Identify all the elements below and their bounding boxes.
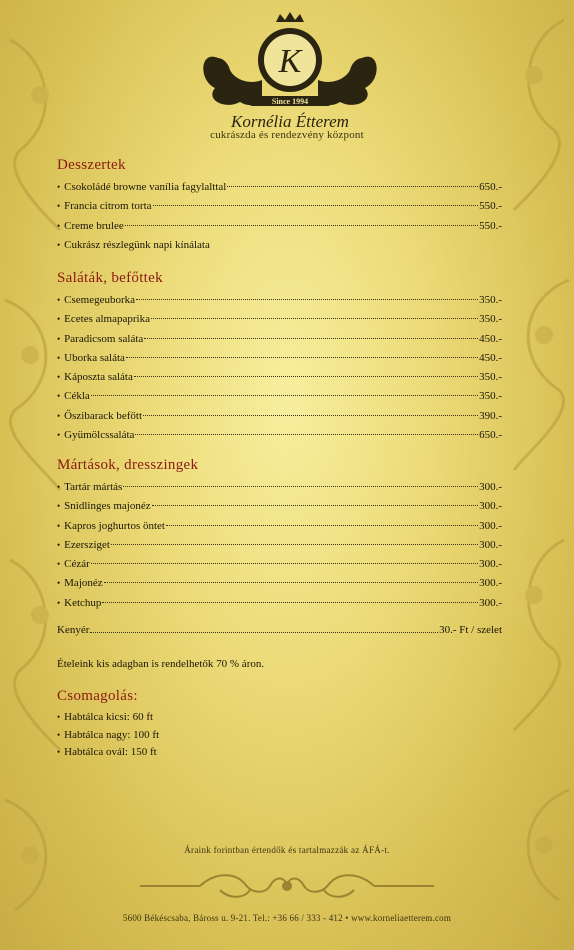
- right-ornament: [494, 0, 574, 950]
- menu-item: • Ecetes almapaprika 350.-: [57, 310, 502, 329]
- section-title: Saláták, befőttek: [57, 270, 163, 286]
- bread-name: Kenyér: [57, 624, 90, 636]
- menu-item: • Káposzta saláta 350.-: [57, 368, 502, 387]
- menu-item: • Paradicsom saláta 450.-: [57, 330, 502, 349]
- menu-item: • Ketchup 300.-: [57, 594, 502, 613]
- price-note: Áraink forintban értendők és tartalmazzák az ÁFÁ-t.: [184, 845, 390, 855]
- menu-item: • Őszibarack befőtt 390.-: [57, 407, 502, 426]
- menu-item: • Csokoládé browne vanília fagylalttal 650.-: [57, 178, 502, 197]
- menu-item: • Ezersziget 300.-: [57, 536, 502, 555]
- section-packaging: [57, 688, 502, 762]
- menu-item: • Cézár 300.-: [57, 555, 502, 574]
- menu-item: • Uborka saláta 450.-: [57, 349, 502, 368]
- logo-name: Kornélia Étterem: [231, 112, 349, 131]
- portion-note: Ételeink kis adagban is rendelhetők 70 % áron.: [57, 658, 265, 670]
- section-desserts: [57, 157, 502, 255]
- section-title: Mártások, dresszingek: [57, 457, 199, 473]
- menu-item: • Cékla 350.-: [57, 387, 502, 406]
- section-title: Csomagolás:: [57, 688, 138, 704]
- menu-item: • Tartár mártás 300.-: [57, 478, 502, 497]
- section-sauces: [57, 457, 502, 613]
- footer-address: 5600 Békéscsaba, Báross u. 9-21. Tel.: +36 66 / 333 - 412 • www.korneliaetterem.com: [122, 913, 452, 923]
- logo-initial: K: [278, 43, 302, 80]
- menu-item: • Gyümölcssaláta 650.-: [57, 426, 502, 445]
- menu-item: • Francia citrom torta 550.-: [57, 197, 502, 216]
- section-salads: [57, 270, 502, 445]
- tagline: cukrászda és rendezvény központ: [210, 129, 364, 141]
- packaging-item: • Habtálca kicsi: 60 ft: [57, 709, 502, 727]
- packaging-item: • Habtálca ovál: 150 ft: [57, 744, 502, 762]
- restaurant-logo: [190, 10, 390, 140]
- menu-item: • Creme brulee 550.-: [57, 217, 502, 236]
- packaging-item: • Habtálca nagy: 100 ft: [57, 727, 502, 745]
- section-title: Desszertek: [57, 157, 126, 173]
- menu-item: • Snidlinges majonéz 300.-: [57, 497, 502, 516]
- logo-since: Since 1994: [271, 97, 309, 106]
- menu-item: • Csemegeuborka 350.-: [57, 291, 502, 310]
- menu-item: • Cukrász részlegünk napi kínálata: [57, 236, 502, 255]
- bread-row: [57, 624, 502, 636]
- menu-item: • Kapros joghurtos öntet 300.-: [57, 517, 502, 536]
- bread-price: 30.- Ft / szelet: [439, 624, 502, 636]
- menu-item: • Majonéz 300.-: [57, 574, 502, 593]
- footer-divider-ornament: [140, 868, 434, 904]
